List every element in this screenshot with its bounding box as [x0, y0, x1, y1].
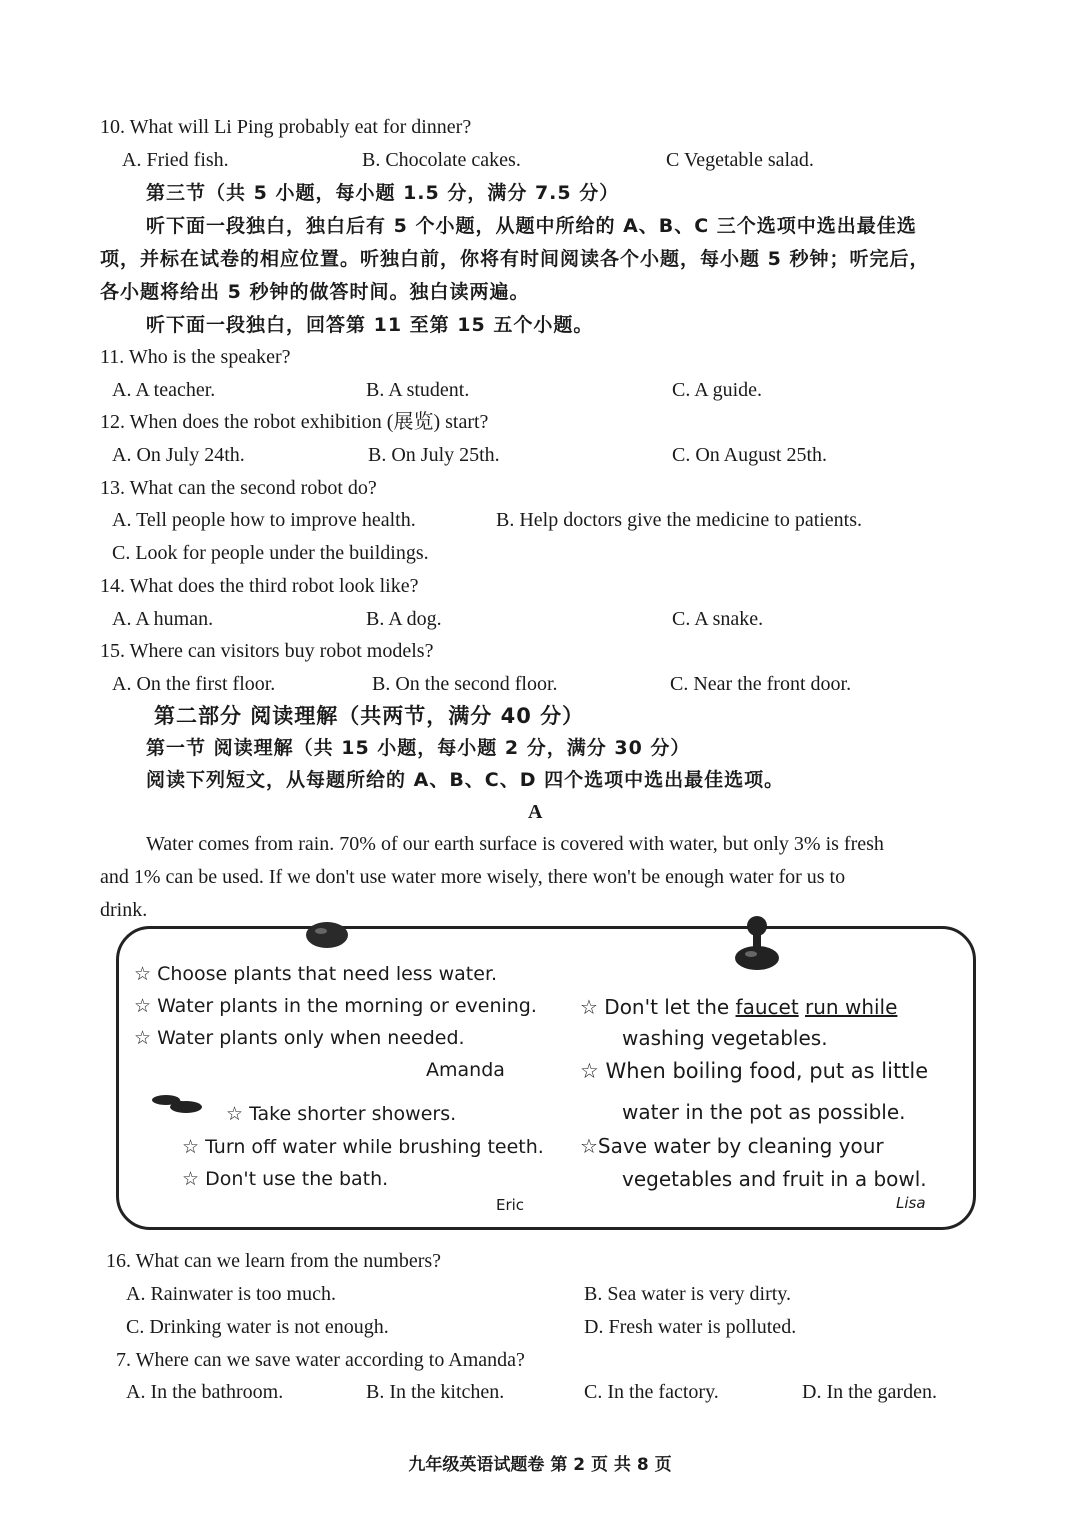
reading-section1-instruction: 阅读下列短文，从每题所给的 A、B、C、D 四个选项中选出最佳选项。 [146, 769, 785, 791]
pushpin-icon [150, 1092, 206, 1116]
q15-question: 15. Where can visitors buy robot models? [100, 640, 434, 662]
section3-instruction-1: 听下面一段独白，独白后有 5 个小题，从题中所给的 A、B、C 三个选项中选出最佳选 [146, 215, 917, 237]
lisa-tip-1-line-2: washing vegetables. [622, 1026, 828, 1050]
q10-option-b: B. Chocolate cakes. [362, 149, 521, 171]
lisa-tip-3: ☆Save water by cleaning your [580, 1134, 884, 1158]
reading-section1-title: 第一节 阅读理解（共 15 小题，每小题 2 分，满分 30 分） [146, 737, 691, 759]
q14-option-b: B. A dog. [366, 608, 442, 630]
q16-option-d: D. Fresh water is polluted. [584, 1316, 797, 1338]
q15-option-c: C. Near the front door. [670, 673, 852, 695]
lisa-tip-2: ☆ When boiling food, put as little [580, 1059, 929, 1083]
q13-option-b: B. Help doctors give the medicine to patients. [496, 509, 863, 531]
page-footer: 九年级英语试题卷 第 2 页 共 8 页 [408, 1455, 672, 1475]
eric-tip: ☆ Don't use the bath. [182, 1168, 389, 1190]
section3-instruction-2: 项，并标在试卷的相应位置。听独白前，你将有时间阅读各个小题，每小题 5 秒钟；听完后， [100, 248, 930, 270]
pushpin-icon [304, 920, 350, 950]
lisa-tip-1 [580, 994, 897, 1020]
q10-option-c: C Vegetable salad. [666, 149, 814, 171]
eric-tip: ☆ Turn off water while brushing teeth. [182, 1136, 544, 1158]
q11-option-a: A. A teacher. [112, 379, 216, 401]
reading-part-title: 第二部分 阅读理解（共两节，满分 40 分） [154, 704, 585, 728]
q10-option-a: A. Fried fish. [122, 149, 229, 171]
q12-option-c: C. On August 25th. [672, 444, 828, 466]
pushpin-icon [732, 912, 782, 980]
q16-option-c: C. Drinking water is not enough. [126, 1316, 389, 1338]
q13-question: 13. What can the second robot do? [100, 477, 377, 499]
amanda-signature: Amanda [426, 1059, 505, 1081]
q17-option-c: C. In the factory. [584, 1381, 719, 1403]
q10-question: 10. What will Li Ping probably eat for dinner? [100, 116, 472, 138]
q17-option-b: B. In the kitchen. [366, 1381, 505, 1403]
q11-option-b: B. A student. [366, 379, 470, 401]
q17-question: 7. Where can we save water according to Amanda? [116, 1349, 525, 1371]
q12-option-a: A. On July 24th. [112, 444, 245, 466]
lisa-tip-3-line-2: vegetables and fruit in a bowl. [622, 1167, 927, 1191]
section3-instruction-3: 各小题将给出 5 秒钟的做答时间。独白读两遍。 [100, 281, 530, 303]
passage-line-1: Water comes from rain. 70% of our earth surface is covered with water, but only 3% is fresh [146, 833, 884, 855]
passage-line-2: and 1% can be used. If we don't use water more wisely, there won't be enough water for us to [100, 866, 846, 888]
amanda-tip: ☆ Water plants only when needed. [134, 1027, 465, 1049]
q11-option-c: C. A guide. [672, 379, 763, 401]
q13-option-c: C. Look for people under the buildings. [112, 542, 429, 564]
q14-option-c: C. A snake. [672, 608, 764, 630]
q16-option-b: B. Sea water is very dirty. [584, 1283, 791, 1305]
q17-option-d: D. In the garden. [802, 1381, 937, 1403]
eric-tip: ☆ Take shorter showers. [226, 1103, 457, 1125]
q15-option-a: A. On the first floor. [112, 673, 276, 695]
q16-option-a: A. Rainwater is too much. [126, 1283, 336, 1305]
lisa-tip-1-underlined-faucet: faucet [735, 995, 799, 1019]
section3-instruction-4: 听下面一段独白，回答第 11 至第 15 五个小题。 [146, 314, 594, 336]
lisa-tip-2-line-2: water in the pot as possible. [622, 1100, 906, 1124]
section3-title: 第三节（共 5 小题，每小题 1.5 分，满分 7.5 分） [146, 182, 620, 204]
lisa-tip-1-underlined-run-while: run while [805, 995, 898, 1019]
q12-option-b: B. On July 25th. [368, 444, 500, 466]
q17-option-a: A. In the bathroom. [126, 1381, 284, 1403]
passage-line-3: drink. [100, 899, 148, 921]
q13-option-a: A. Tell people how to improve health. [112, 509, 416, 531]
amanda-tip: ☆ Water plants in the morning or evening. [134, 995, 537, 1017]
q12-question: 12. When does the robot exhibition (展览) start? [100, 411, 489, 433]
q15-option-b: B. On the second floor. [372, 673, 558, 695]
lisa-signature: Lisa [896, 1194, 926, 1212]
passage-label: A [528, 801, 543, 823]
q14-question: 14. What does the third robot look like? [100, 575, 419, 597]
eric-signature: Eric [496, 1196, 525, 1214]
amanda-tip: ☆ Choose plants that need less water. [134, 963, 498, 985]
q11-question: 11. Who is the speaker? [100, 346, 291, 368]
lisa-tip-1-text: ☆ Don't let the [580, 995, 736, 1019]
q16-question: 16. What can we learn from the numbers? [106, 1250, 442, 1272]
q14-option-a: A. A human. [112, 608, 214, 630]
